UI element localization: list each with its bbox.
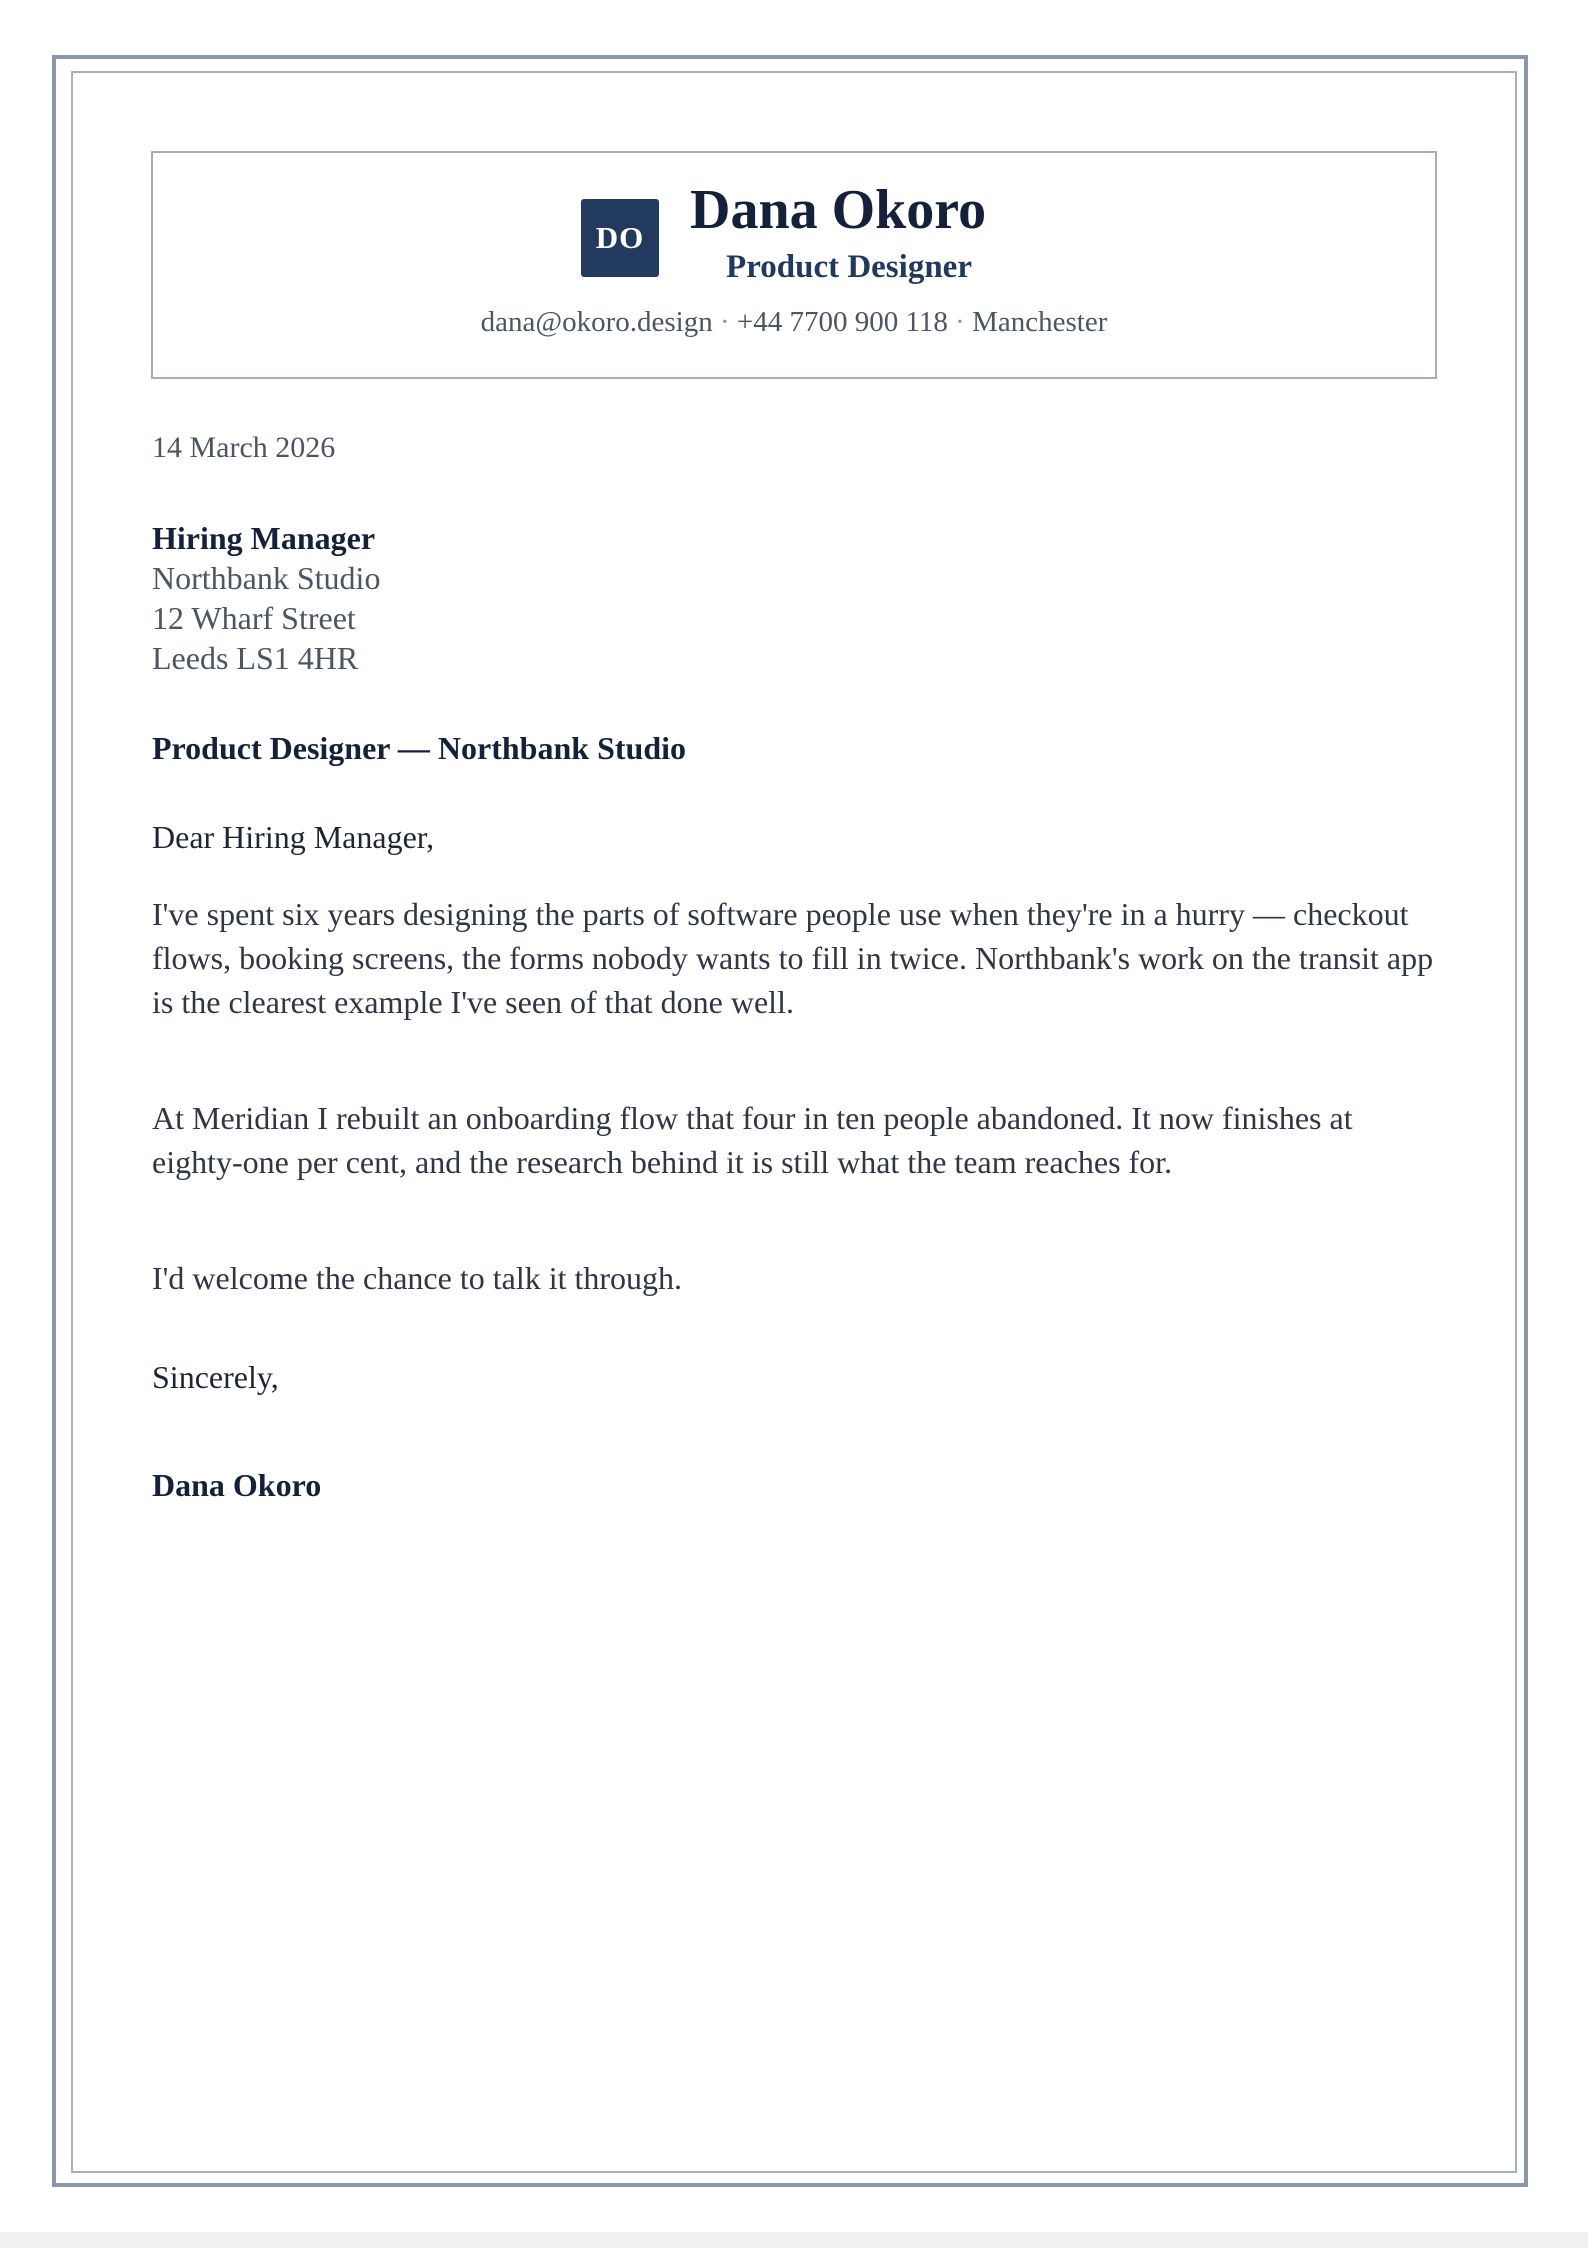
signature: Dana Okoro — [152, 1467, 322, 1503]
recipient-address — [152, 518, 1442, 678]
contact-location: Manchester — [972, 306, 1108, 338]
contact-separator: · — [719, 306, 730, 338]
contact-phone: +44 7700 900 118 — [736, 306, 948, 338]
contact-email: dana@okoro.design — [480, 306, 713, 338]
sender-title: Product Designer — [726, 249, 972, 285]
recipient-name: Hiring Manager — [152, 520, 376, 556]
contact-separator: · — [955, 306, 965, 338]
recipient-city: Leeds LS1 4HR — [152, 640, 359, 676]
page-bottom-strip — [0, 2232, 1588, 2248]
monogram-badge: DO — [581, 199, 659, 277]
letter-date: 14 March 2026 — [152, 431, 336, 464]
recipient-street: 12 Wharf Street — [152, 600, 356, 636]
contact-line — [151, 302, 1437, 342]
closing: Sincerely, — [152, 1359, 279, 1395]
body-paragraph: I've spent six years designing the parts of software people use when they're in a hurry — checkout flows, booking screens, the forms nobody wants to fill in twice. Northbank's work on the transit app is the clearest example I've seen of that done well. — [152, 896, 1434, 1020]
salutation: Dear Hiring Manager, — [152, 819, 435, 855]
body-paragraph: I'd welcome the chance to talk it through. — [152, 1260, 683, 1296]
sender-name: Dana Okoro — [690, 179, 987, 241]
recipient-company: Northbank Studio — [152, 560, 381, 596]
body-paragraph: At Meridian I rebuilt an onboarding flow that four in ten people abandoned. It now finishes at eighty-one per cent, and the research behind it is still what the team reaches for. — [152, 1100, 1353, 1180]
letter-subject: Product Designer — Northbank Studio — [152, 730, 686, 766]
